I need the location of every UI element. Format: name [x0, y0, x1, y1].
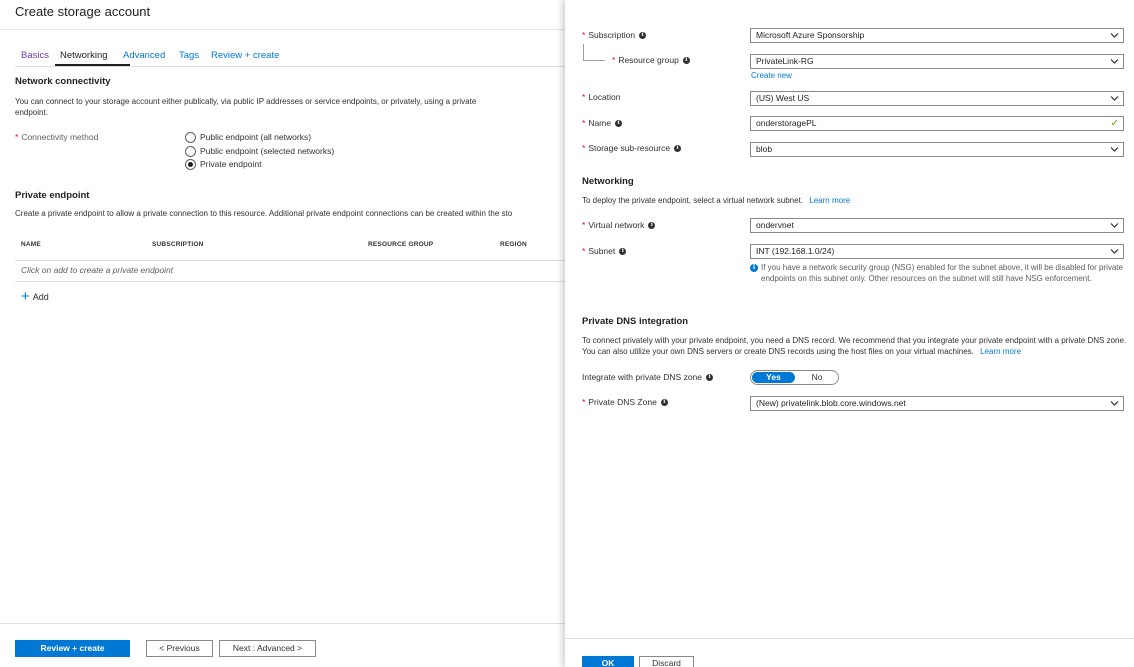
radio-public-selected-networks[interactable]: Public endpoint (selected networks) [185, 145, 334, 157]
add-private-endpoint-button[interactable]: + Add [21, 288, 49, 305]
info-icon[interactable]: i [674, 145, 681, 152]
info-icon[interactable]: i [615, 120, 622, 127]
radio-private-endpoint[interactable]: Private endpoint [185, 158, 261, 170]
table-row-divider [15, 281, 565, 282]
create-new-resource-group-link[interactable]: Create new [751, 71, 792, 80]
subnet-dropdown[interactable]: INT (192.168.1.0/24) [750, 244, 1124, 259]
private-dns-zone-label: * Private DNS Zone i [582, 397, 668, 407]
tab-basics[interactable]: Basics [21, 50, 49, 61]
required-asterisk: * [582, 397, 586, 407]
tab-advanced[interactable]: Advanced [123, 50, 166, 61]
previous-button[interactable]: < Previous [146, 640, 213, 657]
location-dropdown[interactable]: (US) West US [750, 91, 1124, 106]
required-asterisk: * [582, 30, 586, 40]
chevron-down-icon [1110, 222, 1119, 229]
radio-circle[interactable] [185, 132, 196, 143]
network-connectivity-heading: Network connectivity [15, 76, 111, 87]
required-asterisk: * [582, 143, 586, 153]
info-icon[interactable]: i [661, 399, 668, 406]
ok-button[interactable]: OK [582, 656, 634, 667]
networking-heading: Networking [582, 176, 634, 187]
location-label: * Location [582, 92, 621, 102]
networking-description: To deploy the private endpoint, select a virtual network subnet. Learn more [582, 196, 851, 205]
info-icon[interactable]: i [639, 32, 646, 39]
column-header-name[interactable]: NAME [21, 241, 41, 248]
chevron-down-icon [1110, 95, 1119, 102]
chevron-down-icon [1110, 248, 1119, 255]
plus-icon: + [21, 288, 30, 305]
tree-connector-horizontal [583, 60, 605, 61]
next-advanced-button[interactable]: Next : Advanced > [219, 640, 316, 657]
required-asterisk: * [582, 220, 586, 230]
required-asterisk: * [582, 92, 586, 102]
private-dns-heading: Private DNS integration [582, 316, 689, 327]
tab-review-create[interactable]: Review + create [211, 50, 280, 61]
virtual-network-label: * Virtual network i [582, 220, 655, 230]
table-empty-message: Click on add to create a private endpoint [21, 265, 174, 275]
radio-circle-checked[interactable] [185, 159, 196, 170]
column-header-resource-group[interactable]: RESOURCE GROUP [368, 241, 434, 248]
subscription-dropdown[interactable]: Microsoft Azure Sponsorship [750, 28, 1124, 43]
chevron-down-icon [1110, 146, 1119, 153]
chevron-down-icon [1110, 400, 1119, 407]
storage-sub-resource-label: * Storage sub-resource i [582, 143, 681, 153]
resource-group-dropdown[interactable]: PrivateLink-RG [750, 54, 1124, 69]
info-icon[interactable]: i [619, 248, 626, 255]
title-divider [0, 29, 565, 30]
subscription-label: * Subscription i [582, 30, 646, 40]
info-icon: i [750, 264, 758, 272]
storage-sub-resource-dropdown[interactable]: blob [750, 142, 1124, 157]
integrate-dns-toggle[interactable] [750, 370, 839, 385]
chevron-down-icon [1110, 32, 1119, 39]
radio-public-all-networks[interactable]: Public endpoint (all networks) [185, 131, 311, 143]
networking-learn-more-link[interactable]: Learn more [809, 196, 851, 205]
private-dns-description: To connect privately with your private endpoint, you need a DNS record. We recommend that you integrate your private endpoint with a private DNS zone. You can also utilize your own DNS servers or create DNS records using the host files on your virtual machines. Learn more [582, 336, 1127, 356]
tree-connector-vertical [583, 44, 584, 60]
network-connectivity-description: You can connect to your storage account either publically, via public IP addresses or service endpoints, or privately, using a private endpoint. [15, 97, 477, 117]
chevron-down-icon [1110, 58, 1119, 65]
private-endpoint-description: Create a private endpoint to allow a private connection to this resource. Additional private endpoint connections can be created within the sto [15, 209, 513, 218]
info-icon[interactable]: i [683, 57, 690, 64]
table-header-divider [15, 260, 565, 261]
name-label: * Name i [582, 118, 622, 128]
column-header-subscription[interactable]: SUBSCRIPTION [152, 241, 204, 248]
tabs-divider [15, 66, 565, 67]
name-input[interactable]: onderstoragePL ✓ [750, 116, 1124, 131]
tab-networking[interactable]: Networking [60, 50, 108, 61]
toggle-yes-option[interactable]: Yes [752, 372, 795, 383]
required-asterisk: * [582, 118, 586, 128]
required-asterisk: * [582, 246, 586, 256]
checkmark-valid-icon: ✓ [1110, 118, 1119, 129]
create-storage-account-page [0, 0, 565, 667]
footer-divider [0, 623, 565, 624]
required-asterisk: * [15, 132, 19, 142]
private-endpoint-heading: Private endpoint [15, 190, 90, 201]
subnet-label: * Subnet i [582, 246, 626, 256]
resource-group-label: * Resource group i [612, 55, 690, 65]
page-title: Create storage account [15, 4, 151, 19]
integrate-dns-label: Integrate with private DNS zone i [582, 372, 713, 382]
info-icon[interactable]: i [648, 222, 655, 229]
review-create-button[interactable]: Review + create [15, 640, 130, 657]
virtual-network-dropdown[interactable]: ondervnet [750, 218, 1124, 233]
subnet-nsg-note: i If you have a network security group (NSG) enabled for the subnet above, it will be disabled for private endpoints on this subnet only. Other resources on the subnet will still have NSG enforcement. [750, 263, 1124, 284]
toggle-no-option[interactable]: No [811, 372, 823, 382]
create-private-endpoint-blade [565, 0, 1134, 667]
radio-circle[interactable] [185, 146, 196, 157]
column-header-region[interactable]: REGION [500, 241, 527, 248]
blade-footer-divider [565, 638, 1134, 639]
dns-learn-more-link[interactable]: Learn more [980, 347, 1022, 356]
connectivity-method-label: * Connectivity method [15, 132, 99, 142]
discard-button[interactable]: Discard [639, 656, 694, 667]
private-dns-zone-dropdown[interactable]: (New) privatelink.blob.core.windows.net [750, 396, 1124, 411]
required-asterisk: * [612, 55, 616, 65]
tab-tags[interactable]: Tags [179, 50, 200, 61]
info-icon[interactable]: i [706, 374, 713, 381]
